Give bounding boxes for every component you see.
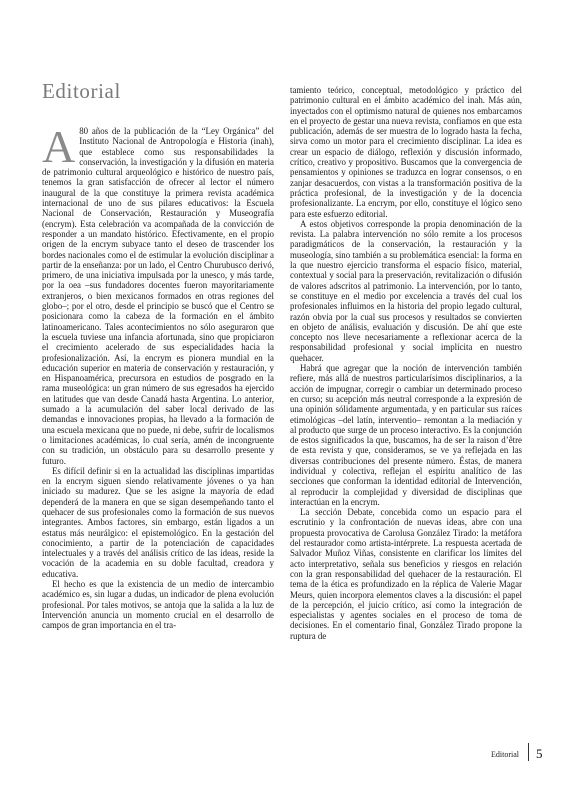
paragraph bbox=[42, 121, 274, 466]
paragraph: La sección Debate, concebida como un espacio para el escrutinio y la confrontación de nuevas ideas, abre con una propuesta provocativa de Carolusa González Tirado: la metáfora del restaurador como artista-intérprete. La respuesta acertada de Salvador Muñoz Viñas, consistente en clarificar los límites del acto interpretativo, señala sus beneficios y riesgos en relación con la gran responsabilidad del quehacer de la restauración. El tema de la ética es profundizado en la réplica de Valerie Magar Meurs, quien incorpora elementos claves a la discusión: el papel de la percepción, el juicio crítico, así como la integración de especialistas y agentes sociales en el proceso de toma de decisiones. En el comentario final, González Tirado propone la ruptura de bbox=[290, 507, 522, 641]
paragraph: A estos objetivos corresponde la propia denominación de la revista. La palabra intervención no sólo remite a los procesos paradigmáticos de la conservación, la restauración y la museología, sino también a su problemática esencial: la forma en la que nuestro ejercicio transforma el espacio físico, material, contextual y social para la preservación, revitalización o difusión de valores adscritos al patrimonio. La intervención, por lo tanto, se constituye en el medio por excelencia a través del cual los profesionales influimos en la historia del propio legado cultural, razón obvia por la cual sus procesos y resultados se convierten en objeto de análisis, evaluación y discusión. De ahí que este concepto nos lleve necesariamente a reflexionar acerca de la responsabilidad profesional y social implícita en nuestro quehacer. bbox=[290, 218, 522, 363]
paragraph-text: 80 años de la publicación de la “Ley Orgánica” del Instituto Nacional de Antropología e Historia (inah), que establece como sus responsabilidades la conservación, la investigación y la difusión en materia de patrimonio cultural arqueológico e histórico de nuestro país, tenemos la gran satisfacción de ofrecer al lector el número inaugural de la que constituye la primera revista académica internacional de uno de sus pilares educativos: la Escuela Nacional de Conservación, Restauración y Museografía (encrym). Esta celebración va acompañada de la convicción de responder a un mandato histórico. Efectivamente, en el propio origen de la encrym subyace tanto el deseo de trascender los bordes nacionales como el de estimular la evolución disciplinar a partir de la enseñanza: por un lado, el Centro Churubusco derivó, primero, de una iniciativa impulsada por la unesco, y más tarde, por la oea –sus fundadores docentes fueron mayoritariamente extranjeros, o bien mexicanos formados en otras regiones del globo–; por el otro, desde el principio se buscó que el Centro se posicionara como la cabeza de la formación en el ámbito latinoamericano. Tales acontecimientos no sólo aseguraron que la escuela tuviese una infancia afortunada, sino que propiciaron el crecimiento acelerado de sus especialidades hacia la profesionalización. Así, la encrym es pionera mundial en la educación superior en materia de conservación y restauración, y en Hispanoamérica, precursora en estudios de posgrado en la rama museológica: un gran número de sus egresados ha ejercido en latitudes que van desde Canadá hasta Argentina. Lo anterior, sumado a la acumulación del saber local derivado de las demandas e innovaciones propias, ha llevado a la formación de una escuela mexicana que no puede, ni debe, sufrir de localismos o limitaciones académicas, lo cual sería, amén de incongruente con su tradición, un obstáculo para su desarrollo presente y futuro. bbox=[42, 126, 274, 466]
paragraph: Es difícil definir si en la actualidad las disciplinas impartidas en la encrym siguen siendo relativamente jóvenes o ya han iniciado su madurez. Que se les asigne la mayoría de edad dependerá de la manera en que se sigan desempeñando tanto el quehacer de sus profesionales como la formación de sus nuevos integrantes. Ambos factores, sin embargo, están ligados a un estatus más neurálgico: el epistemológico. En la gestación del conocimiento, a partir de la potenciación de capacidades intelectuales y a través del análisis crítico de las ideas, reside la vocación de la academia en su doble facultad, creadora y educativa. bbox=[42, 465, 274, 579]
left-column bbox=[42, 121, 274, 631]
paragraph: Habrá que agregar que la noción de intervención también refiere, más allá de nuestros particularísimos disciplinarios, a la acción de impugnar, corregir o cambiar un determinado proceso en curso; su acepción más neutral corresponde a la expresión de una opinión sólidamente argumentada, y en particular sus raíces etimológicas –del latín, interventio– remontan a la mediación y al producto que surge de un proceso interactivo. Es la conjunción de estos significados la que, buscamos, ha de ser la raison d’être de esta revista y que, consideramos, se ve ya reflejada en las diversas contribuciones del presente número. Éstas, de manera individual y colectiva, reflejan el espíritu analítico de las secciones que conforman la identidad editorial de Intervención, al reproducir la complejidad y diversidad de disciplinas que interactúan en la encrym. bbox=[290, 363, 522, 507]
footer-section-label: Editorial bbox=[491, 750, 519, 759]
page-number: 5 bbox=[536, 746, 543, 761]
paragraph: tamiento teórico, conceptual, metodológico y práctico del patrimonio cultural en el ámbito académico del inah. Más aún, inyectados con el optimismo natural de quienes nos embarcamos en el proyecto de gestar una nueva revista, confiamos en que esta publicación, además de ser muestra de lo logrado hasta la fecha, sirva como un motor para el crecimiento disciplinar. La idea es crear un espacio de diálogo, reflexión y discusión informado, crítico, creativo y propositivo. Buscamos que la convergencia de pensamientos y opiniones se traduzca en lograr consensos, o en zanjar desacuerdos, con vistas a la transformación positiva de la práctica profesional, de la investigación y de la docencia profesionalizante. La encrym, por ello, constituye el lógico seno para este esfuerzo editorial. bbox=[290, 85, 522, 219]
footer-divider bbox=[528, 743, 529, 761]
dropcap: A bbox=[42, 121, 76, 172]
paragraph: El hecho es que la existencia de un medio de intercambio académico es, sin lugar a dudas, un indicador de plena evolución profesional. Por tales motivos, se antoja que la salida a la luz de Intervención anuncia un momento crucial en el desarrollo de campos de gran importancia en el tra- bbox=[42, 579, 274, 631]
right-column bbox=[290, 85, 522, 641]
page-title: Editorial bbox=[42, 79, 121, 103]
